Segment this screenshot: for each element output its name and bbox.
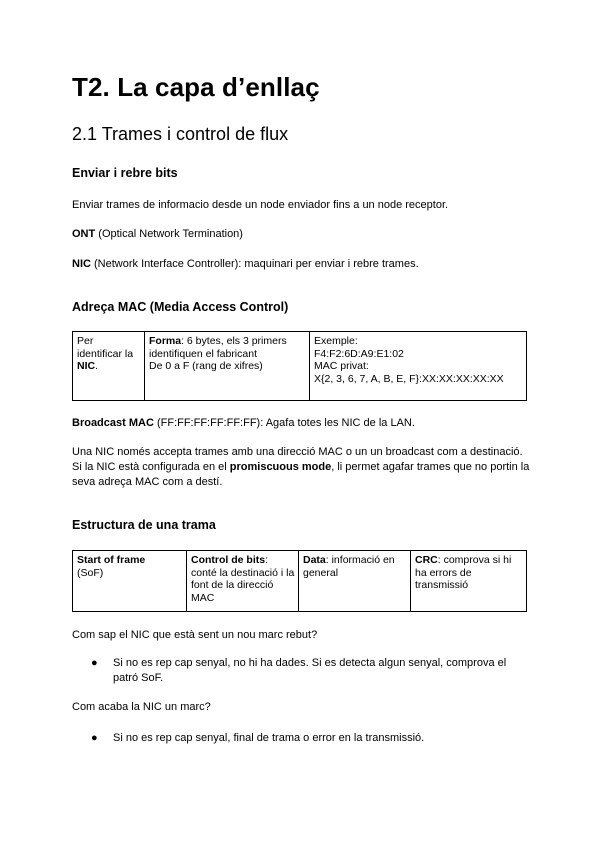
bullet-icon: ● [91,657,98,669]
nic-term: NIC [72,258,91,270]
answer-list-2 [91,731,529,746]
answer-list-1 [91,656,529,686]
question-1: Com sap el NIC que està sent un nou marc rebut? [72,629,318,641]
ont-term: ONT [72,228,96,240]
trama-heading: Estructura de una trama [72,518,216,532]
section-heading: 2.1 Trames i control de flux [72,124,289,144]
list-item: ● Si no es rep cap senyal, final de trama o error en la transmissió. [91,732,425,744]
table-row [73,551,527,612]
ont-definition [72,227,243,242]
mac-heading: Adreça MAC (Media Access Control) [72,300,289,314]
frame-table [72,550,527,612]
list-item: ● Si no es rep cap senyal, no hi ha dades. Si es detecta algun senyal, comprova el patró SoF. [91,657,507,684]
page-title: T2. La capa d’enllaç [72,72,320,102]
broadcast-desc: (FF:FF:FF:FF:FF:FF): Agafa totes les NIC de la LAN. [153,417,415,429]
nic-desc: (Network Interface Controller): maquinari per enviar i rebre trames. [90,258,419,270]
mac-table [72,331,527,401]
ont-desc: (Optical Network Termination) [95,228,243,240]
broadcast-term: Broadcast MAC [72,417,154,429]
question-2: Com acaba la NIC un marc? [72,701,211,713]
mac-cell-example: Exemple: F4:F2:6D:A9:E1:02 MAC privat: X{2, 3, 6, 7, A, B, E, F}:XX:XX:XX:XX:XX [310,332,527,401]
bullet-icon: ● [91,732,98,744]
frame-cell-crc: CRC: comprova si hi ha errors de transmissió [411,551,527,612]
frame-cell-data: Data: informació en general [299,551,411,612]
nic-definition [72,257,419,272]
mac-cell-format: Forma: 6 bytes, els 3 primers identifiquen el fabricant De 0 a F (rang de xifres) [145,332,310,401]
table-row [73,332,527,401]
mac-cell-purpose: Per identificar la NIC. [73,332,145,401]
broadcast-definition [72,416,415,431]
frame-cell-control: Control de bits: conté la destinació i la font de la direcció MAC [187,551,299,612]
enviar-intro: Enviar trames de informacio desde un node enviador fins a un node receptor. [72,199,449,211]
enviar-heading: Enviar i rebre bits [72,166,178,180]
promiscuous-paragraph: Una NIC només accepta trames amb una direcció MAC o un un broadcast com a destinació. Si la NIC està configurada en el promiscuous mode, li permet agafar trames que no portin la seva adreça MAC com a destí. [72,446,530,488]
frame-cell-sof: Start of frame (SoF) [73,551,187,612]
